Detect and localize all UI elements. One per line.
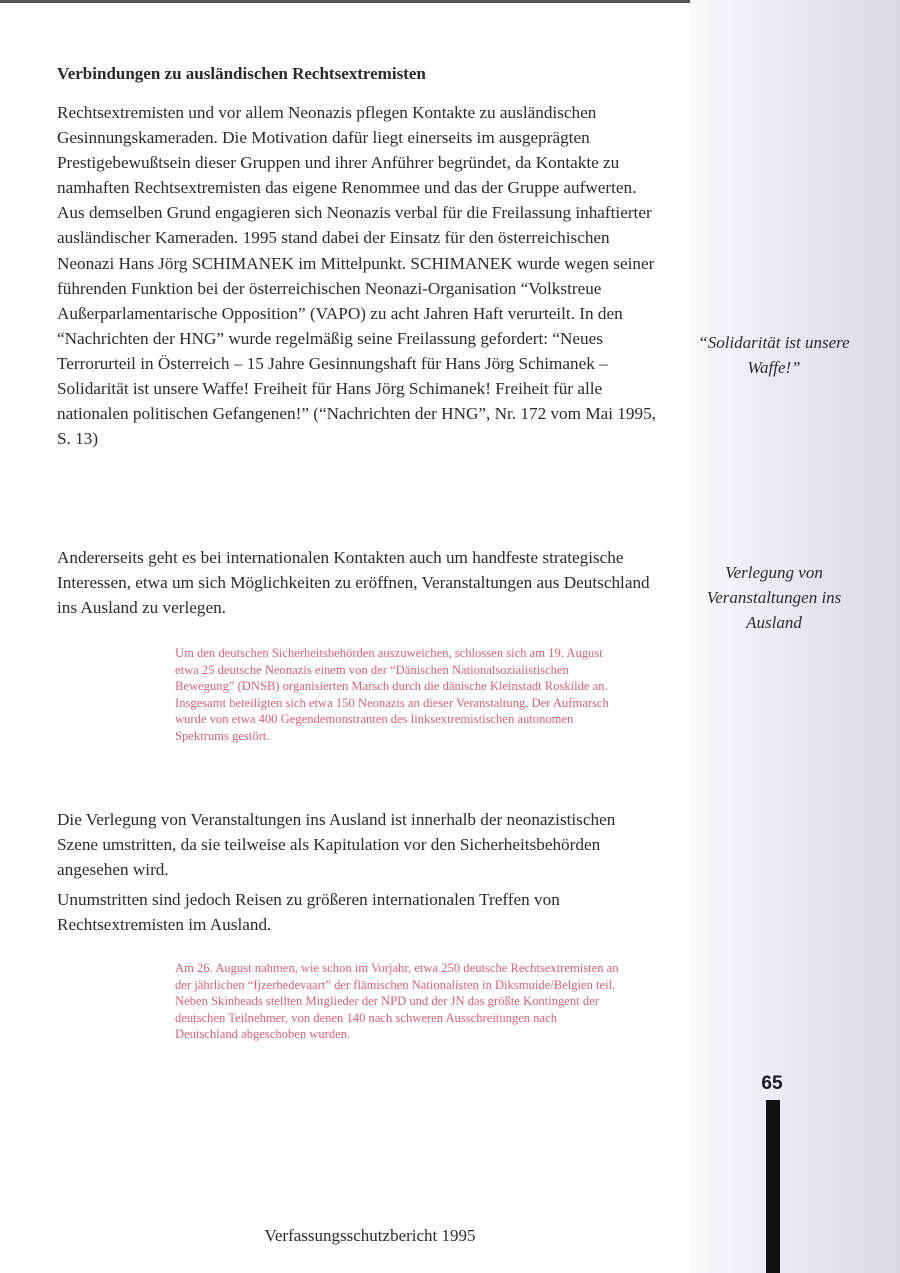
- body-paragraph: Unumstritten sind jedoch Reisen zu größeren internationalen Treffen von Rechtsextremisten im Ausland.: [57, 890, 560, 935]
- page-number: 65: [761, 1073, 783, 1094]
- page-marker-bar: [766, 1100, 780, 1273]
- highlight-note: Um den deutschen Sicherheitsbehörden auszuweichen, schlossen sich am 19. August etwa 25 deutsche Neonazis einem von der “Dänischen Nationalsozialistischen Bewegung” (DNSB) organisierten Marsch durch die dänische Kleinstadt Roskilde an. Insgesamt beteiligten sich etwa 150 Neonazis an dieser Veranstaltung. Der Aufmarsch wurde von etwa 400 Gegendemonstranten des linksextremistischen autonomen Spektrums gestört.: [175, 646, 609, 743]
- margin-panel: [690, 0, 900, 1273]
- body-paragraph: Rechtsextremisten und vor allem Neonazis pflegen Kontakte zu ausländischen Gesinnungskameraden. Die Motivation dafür liegt einerseits im ausgeprägten Prestigebewußtsein dieser Gruppen und ihrer Anführer begründet, da Kontakte zu namhaften Rechtsextremisten das eigene Renommee und das der Gruppe aufwerten. Aus demselben Grund engagieren sich Neonazis verbal für die Freilassung inhaftierter ausländischer Kameraden. 1995 stand dabei der Einsatz für den österreichischen Neonazi Hans Jörg SCHIMANEK im Mittelpunkt. SCHIMANEK wurde wegen seiner führenden Funktion bei der österreichischen Neonazi-Organisation “Volkstreue Außerparlamentarische Opposition” (VAPO) zu acht Jahren Haft verurteilt. In den “Nachrichten der HNG” wurde regelmäßig seine Freilassung gefordert: “Neues Terrorurteil in Österreich – 15 Jahre Gesinnungshaft für Hans Jörg Schimanek – Solidarität ist unsere Waffe! Freiheit für Hans Jörg Schimanek! Freiheit für alle nationalen politischen Gefangenen!” (“Nachrichten der HNG”, Nr. 172 vom Mai 1995, S. 13): [57, 103, 656, 449]
- highlight-note: Am 26. August nahmen, wie schon im Vorjahr, etwa 250 deutsche Rechtsextremisten an der jährlichen “Ijzerbedevaart” der flämischen Nationalisten in Diksmuide/Belgien teil. Neben Skinheads stellten Mitglieder der NPD und der JN das größte Kontingent der deutschen Teilnehmer, von denen 140 nach schweren Ausschreitungen nach Deutschland abgeschoben wurden.: [175, 961, 619, 1042]
- body-paragraph: Andererseits geht es bei internationalen Kontakten auch um handfeste strategische Interessen, etwa um sich Möglichkeiten zu eröffnen, Veranstaltungen aus Deutschland ins Ausland zu verlegen.: [57, 548, 650, 618]
- section-heading: Verbindungen zu ausländischen Rechtsextremisten: [57, 64, 426, 83]
- body-paragraph: Die Verlegung von Veranstaltungen ins Ausland ist innerhalb der neonazistischen Szene umstritten, da sie teilweise als Kapitulation vor den Sicherheitsbehörden angesehen wird.: [57, 810, 616, 880]
- page-footer: Verfassungsschutzbericht 1995: [264, 1226, 476, 1245]
- margin-note: “Solidarität ist unsere Waffe!”: [698, 333, 850, 377]
- margin-note: Verlegung von Veranstaltungen ins Ausland: [706, 563, 842, 632]
